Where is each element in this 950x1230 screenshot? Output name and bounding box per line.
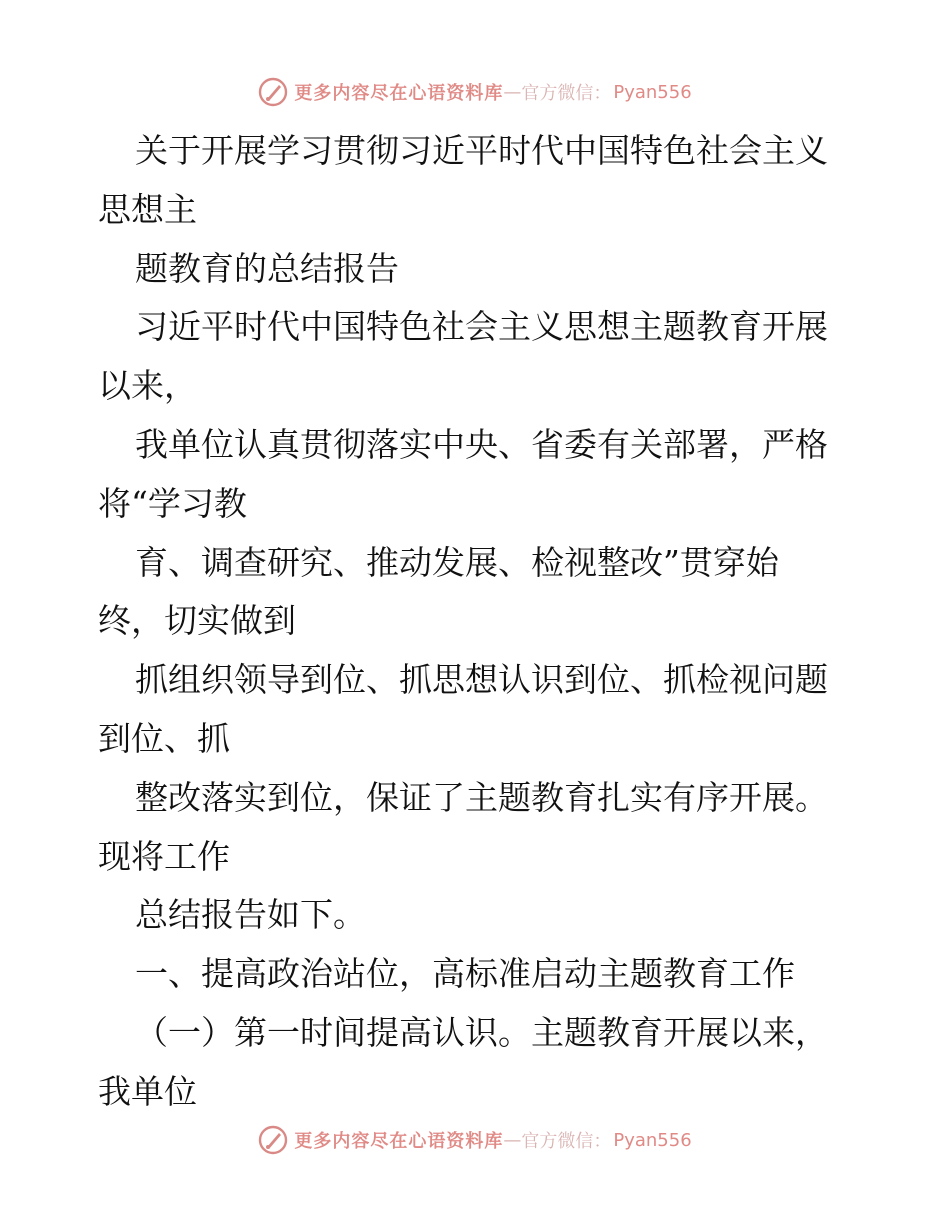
watermark-brand: 更多内容尽在心语资料库 [294, 1131, 504, 1152]
text-line: 抓组织领导到位、抓思想认识到位、抓检视问题 [135, 660, 828, 700]
watermark-official-label: 官方微信： [521, 83, 612, 104]
footer-watermark [0, 1120, 950, 1160]
watermark-official-label: 官方微信： [521, 1131, 612, 1152]
document-body [98, 122, 858, 1122]
quill-logo-icon [258, 1125, 288, 1155]
text-line: 将“学习教 [98, 483, 247, 523]
text-line: 到位、抓 [98, 718, 230, 758]
watermark-wechat-id: Pyan556 [613, 1129, 692, 1151]
watermark-separator: — [503, 81, 522, 103]
text-line: （一）第一时间提高认识。主题教育开展以来， [135, 1012, 828, 1052]
text-line: 思想主 [98, 189, 197, 229]
text-line: 整改落实到位，保证了主题教育扎实有序开展。 [135, 777, 828, 817]
watermark-brand: 更多内容尽在心语资料库 [294, 83, 504, 104]
text-line: 以来， [98, 366, 197, 406]
watermark-separator: — [503, 1129, 522, 1151]
text-line: 我单位 [98, 1071, 197, 1111]
text-line: 总结报告如下。 [135, 895, 366, 935]
watermark-wechat-id: Pyan556 [613, 81, 692, 103]
text-line: 关于开展学习贯彻习近平时代中国特色社会主义 [135, 131, 828, 170]
text-line: 我单位认真贯彻落实中央、省委有关部署，严格 [135, 424, 828, 464]
header-watermark [0, 72, 950, 112]
text-line: 现将工作 [98, 836, 230, 876]
text-line: 终，切实做到 [98, 601, 296, 641]
text-line: 题教育的总结报告 [135, 248, 399, 288]
quill-logo-icon [258, 77, 288, 107]
text-line: 一、提高政治站位，高标准启动主题教育工作 [135, 954, 795, 994]
text-line: 育、调查研究、推动发展、检视整改”贯穿始 [135, 542, 779, 582]
text-line: 习近平时代中国特色社会主义思想主题教育开展 [135, 307, 828, 347]
